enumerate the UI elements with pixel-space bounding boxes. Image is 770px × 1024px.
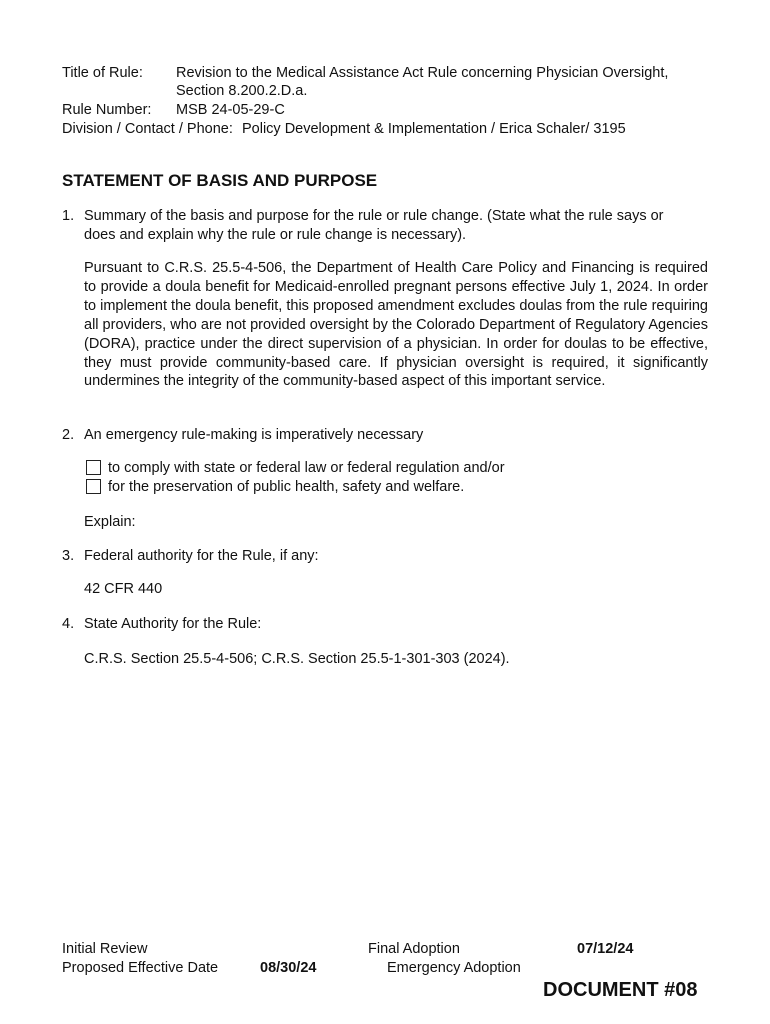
proposed-effective-date-label: Proposed Effective Date [62, 960, 219, 976]
item4-text: State Authority for the Rule: [84, 616, 262, 632]
item2-explain-label: Explain: [84, 514, 136, 530]
emergency-adoption-label: Emergency Adoption [387, 960, 521, 976]
proposed-effective-date-value: 08/30/24 [260, 960, 317, 976]
division-contact-phone-value: Policy Development & Implementation / Erica Schaler/ 3195 [242, 121, 626, 137]
document-number: DOCUMENT #08 [543, 979, 698, 1001]
item1-text-line2: does and explain why the rule or rule change is necessary). [84, 227, 467, 243]
title-of-rule-label: Title of Rule: [62, 65, 143, 81]
item3-number: 3. [62, 548, 75, 564]
title-of-rule-value-line2: Section 8.200.2.D.a. [176, 83, 308, 99]
emergency-law-checkbox[interactable] [86, 460, 101, 475]
statement-heading: STATEMENT OF BASIS AND PURPOSE [62, 171, 378, 190]
item2-text: An emergency rule-making is imperatively necessary [84, 427, 424, 443]
initial-review-label: Initial Review [62, 941, 148, 957]
division-contact-phone-label: Division / Contact / Phone: [62, 121, 233, 137]
emergency-health-option: for the preservation of public health, safety and welfare. [108, 479, 465, 495]
emergency-law-option: to comply with state or federal law or federal regulation and/or [108, 460, 505, 476]
item2-number: 2. [62, 427, 75, 443]
item1-body-paragraph: Pursuant to C.R.S. 25.5-4-506, the Department of Health Care Policy and Financing is required to provide a doula benefit for Medicaid-enrolled pregnant persons effective July 1, 2024. In order to implement the doula benefit, this proposed amendment excludes doulas from the rule requiring all providers, who are not provided oversight by the Colorado Department of Regulatory Agencies (DORA), practice under the direct supervision of a physician. In order for doulas to be effective, they must provide community-based care. If physician oversight is required, it significantly undermines the integrity of the community-based aspect of this important service. [84, 260, 708, 390]
rule-number-label: Rule Number: [62, 102, 152, 118]
emergency-health-checkbox[interactable] [86, 479, 101, 494]
final-adoption-label: Final Adoption [368, 941, 460, 957]
rule-number-value: MSB 24-05-29-C [176, 102, 285, 118]
item4-number: 4. [62, 616, 75, 632]
item1-text-line1: Summary of the basis and purpose for the rule or rule change. (State what the rule says or [84, 208, 664, 224]
item3-value: 42 CFR 440 [84, 581, 163, 597]
item1-number: 1. [62, 208, 75, 224]
item4-value: C.R.S. Section 25.5-4-506; C.R.S. Section 25.5-1-301-303 (2024). [84, 651, 510, 667]
item3-text: Federal authority for the Rule, if any: [84, 548, 319, 564]
final-adoption-value: 07/12/24 [577, 941, 634, 957]
title-of-rule-value-line1: Revision to the Medical Assistance Act Rule concerning Physician Oversight, [176, 65, 669, 81]
